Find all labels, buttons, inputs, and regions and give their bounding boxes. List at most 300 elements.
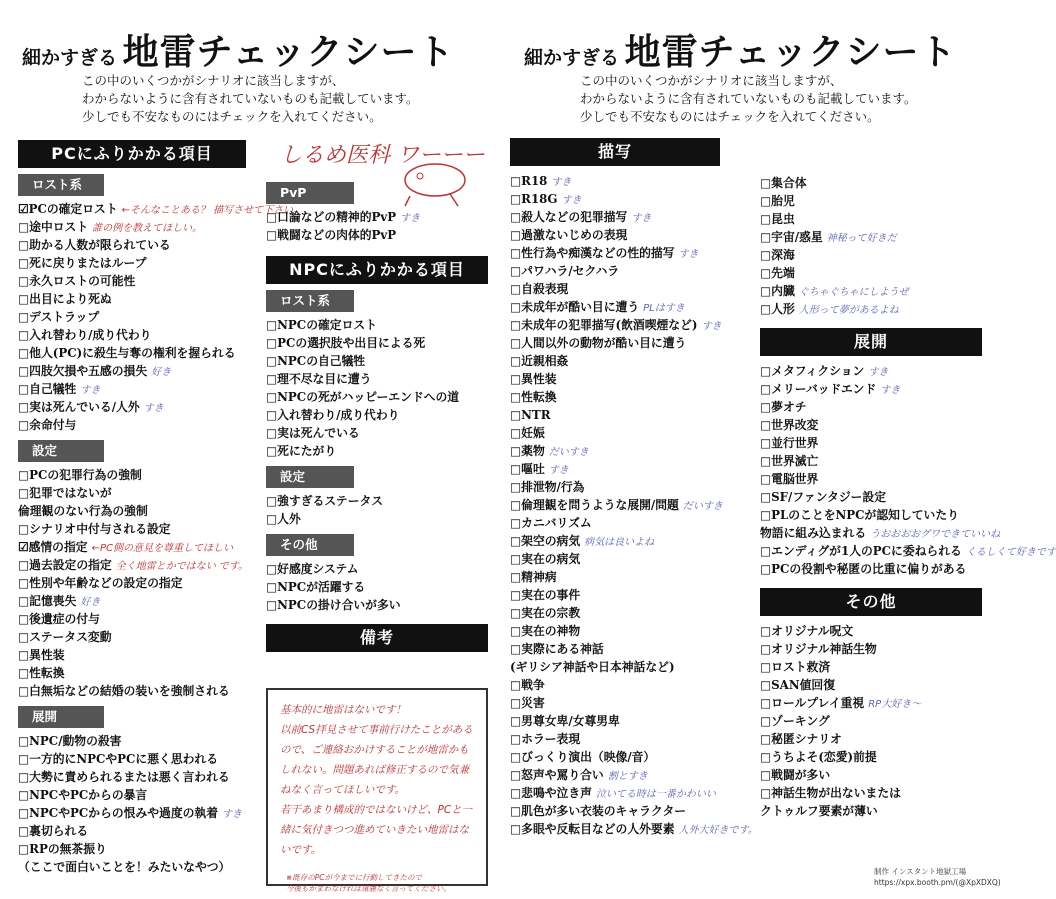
checklist-item[interactable] [760,434,982,452]
checklist-item-label: □怒声や罵り合い [510,768,604,782]
handwritten-note: 誰の例を教えてほしい。 [92,223,203,234]
checklist-item[interactable] [760,748,982,766]
depiction-header: 描写 [510,138,720,166]
checklist-item-label: □RPの無茶振り [18,842,107,856]
checklist-item[interactable] [18,308,246,326]
checklist-item-label: □ホラー表現 [510,732,581,746]
checklist-item-label: □排泄物/行為 [510,480,585,494]
checklist-item[interactable] [18,520,246,538]
handwritten-note: 人外大好きです。 [678,825,758,836]
handwritten-note: だいすき [548,447,589,458]
checklist-item-label: □オリジナル神話生物 [760,642,877,656]
checklist-item-label: □電脳世界 [760,472,819,486]
checklist-item-label: □人形 [760,302,795,316]
checklist-item-label: ☑感情の指定 [18,540,88,554]
checklist-item-label: □実在の宗教 [510,606,581,620]
checklist-item-label: □NPCの確定ロスト [266,318,377,332]
checklist-item[interactable] [18,646,246,664]
npc-lost-header: ロスト系 [266,290,354,312]
checklist-item-label: □NTR [510,408,551,422]
checklist-item-label: □びっくり演出（映像/音） [510,750,656,764]
checklist-item-label: □自己犠牲 [18,382,77,396]
checklist-item-label: □大勢に責められるまたは悪く言われる [18,770,230,784]
checklist-item[interactable] [760,398,982,416]
checklist-item[interactable] [510,766,720,784]
checklist-item-label: □永久ロストの可能性 [18,274,136,288]
checklist-item-label: □SF/ファンタジー設定 [760,490,887,504]
checklist-item[interactable] [510,820,758,838]
checklist-item[interactable] [266,424,488,442]
handwritten-note: 割とすき [607,771,648,782]
checklist-item-label: □シナリオ中付与される設定 [18,522,171,536]
checklist-item[interactable] [266,352,488,370]
checklist-item-label: □胎児 [760,194,795,208]
checklist-item-label: □R18G [510,192,558,206]
checklist-item-label: □倫理観を問うような展開/問題 [510,498,679,512]
handwritten-note: すき [880,385,901,396]
checklist-item[interactable] [760,470,982,488]
checklist-item[interactable] [18,840,246,858]
checklist-item[interactable] [510,460,720,478]
checklist-item-label: □裏切られる [18,824,89,838]
checklist-item[interactable] [510,586,720,604]
checklist-item[interactable] [266,316,488,334]
depiction-continued-list [760,174,982,318]
pc-lost-header: ロスト系 [18,174,104,196]
right-development-header: 展開 [760,328,982,356]
checklist-item-label: □並行世界 [760,436,819,450]
checklist-item[interactable] [510,568,720,586]
checklist-item[interactable] [510,712,720,730]
handwritten-note: すき [143,403,164,414]
checklist-item-label: □実在の事件 [510,588,581,602]
checklist-item-label: □強すぎるステータス [266,494,384,508]
npc-other-list [266,560,488,614]
checklist-item[interactable] [18,628,246,646]
handwritten-note: ←PC側の意見を尊重してほしい [91,543,233,554]
middle-column [266,176,488,652]
handwritten-note: 好き [151,367,172,378]
checklist-item[interactable] [760,730,982,748]
checklist-item-label: □助かる人数が限られている [18,238,171,252]
checklist-item-label: □パワハラ/セクハラ [510,264,620,278]
checklist-item-label: □妊娠 [510,426,545,440]
checklist-item[interactable] [266,510,488,528]
checklist-item-label: □世界滅亡 [760,454,819,468]
checklist-item-label: □実は死んでいる [266,426,360,440]
handwritten-note: 好き [80,597,101,608]
checklist-item-label: □デストラップ [18,310,100,324]
checklist-item-label: □エンディグが1人のPCに委ねられる [760,544,962,558]
checklist-item[interactable] [510,190,720,208]
checklist-item[interactable] [266,208,488,226]
checklist-item[interactable] [266,442,488,460]
left-intro: この中のいくつかがシナリオに該当しますが、 わからないように含有されていないものも記載しています。 少しでも不安なものにはチェックを入れてください。 [82,73,419,124]
checklist-item[interactable] [18,416,246,434]
checklist-item-label: 物語に組み込まれる [760,526,867,540]
checklist-item-label: □四肢欠損や五感の損失 [18,364,148,378]
checklist-item[interactable] [18,732,246,750]
checklist-item-label: □肌色が多い衣装のキャラクター [510,804,687,818]
checklist-item[interactable] [510,208,720,226]
checklist-item-label: □メリーバッドエンド [760,382,877,396]
checklist-item[interactable] [266,334,488,352]
checklist-item-label: □実際にある神話 [510,642,604,656]
checklist-item[interactable] [18,502,246,520]
checklist-item[interactable] [760,264,982,282]
checklist-item[interactable] [760,192,982,210]
checklist-item-label: □未成年が酷い目に遭う [510,300,640,314]
checklist-item[interactable] [510,280,720,298]
pc-development-list [18,732,246,876]
checklist-item-label: □過去設定の指定 [18,558,112,572]
checklist-item[interactable] [266,560,488,578]
checklist-item[interactable] [18,804,246,822]
checklist-item[interactable] [510,442,720,460]
checklist-item-label: □ロールプレイ重視 [760,696,865,710]
checklist-item[interactable] [760,506,982,524]
right-second-column [760,174,1056,820]
checklist-item-label: □宇宙/惑星 [760,230,823,244]
pc-lost-list [18,200,304,434]
checklist-item[interactable] [760,380,982,398]
checklist-item-label: □精神病 [510,570,557,584]
handwritten-note: すき [80,385,101,396]
checklist-item-label: □実は死んでいる/人外 [18,400,140,414]
checklist-item-label: □R18 [510,174,548,188]
checklist-item[interactable] [266,492,488,510]
checklist-item-label: □戦闘などの肉体的PvP [266,228,397,242]
handwritten-note: すき [868,367,889,378]
checklist-item-label: □過激ないじめの表現 [510,228,628,242]
pc-settings-list [18,466,249,700]
checklist-item-label: □秘匿シナリオ [760,732,842,746]
checklist-item[interactable] [18,200,304,218]
pvp-header: PvP [266,182,354,204]
handwritten-note: すき [631,213,652,224]
handwritten-note: PLはすき [643,303,685,314]
checklist-item-label: □NPCやPCからの暴言 [18,788,148,802]
checklist-item-label: □NPC/動物の殺害 [18,734,122,748]
checklist-item[interactable] [510,406,720,424]
checklist-item-label: □人間以外の動物が酷い目に遭う [510,336,687,350]
checklist-item[interactable] [510,532,720,550]
checklist-item[interactable] [18,592,246,610]
checklist-item-label: □災害 [510,696,545,710]
checklist-item[interactable] [510,622,720,640]
checklist-item[interactable] [510,604,720,622]
checklist-item[interactable] [18,556,249,574]
checklist-item[interactable] [266,406,488,424]
memo-box [266,688,488,893]
checklist-item[interactable] [510,226,720,244]
checklist-item-label: □オリジナル呪文 [760,624,854,638]
checklist-item[interactable] [510,388,720,406]
npc-settings-header: 設定 [266,466,354,488]
checklist-item[interactable] [760,560,982,578]
checklist-item[interactable] [18,344,246,362]
checklist-item-label: □多眼や反転目などの人外要素 [510,822,675,836]
checklist-item-label: □他人(PC)に殺生与奪の権利を握られる [18,346,236,360]
checklist-item[interactable] [760,694,982,712]
checklist-item-label: □夢オチ [760,400,807,414]
checklist-item[interactable] [18,380,246,398]
checklist-item[interactable] [510,298,720,316]
checklist-item[interactable] [760,766,982,784]
checklist-item-label: □昆虫 [760,212,795,226]
checklist-item-label: □NPCやPCからの恨みや過度の執着 [18,806,219,820]
checklist-item-label: (ギリシア神話や日本神話など) [510,660,675,674]
handwritten-note: すき [701,321,722,332]
checklist-item[interactable] [510,370,720,388]
checklist-item[interactable] [266,226,488,244]
checklist-item-label: □ステータス変動 [18,630,112,644]
checklist-item[interactable] [510,244,720,262]
checklist-item-label: □入れ替わり/成り代わり [266,408,400,422]
checklist-item-label: □PCの犯罪行為の強制 [18,468,142,482]
handwritten-note: 病気は良いよね [584,537,655,548]
checklist-item[interactable] [510,334,720,352]
checklist-item-label: □性別や年齢などの設定の指定 [18,576,183,590]
checklist-item[interactable] [266,578,488,596]
depiction-column [510,138,758,838]
checklist-item-label: □口論などの精神的PvP [266,210,397,224]
checklist-item[interactable] [18,398,246,416]
checklist-item-label: □途中ロスト [18,220,89,234]
npc-settings-list [266,492,488,528]
checklist-item[interactable] [760,416,982,434]
handwritten-note: ぐちゃぐちゃにしようぜ [798,287,909,298]
checklist-item-label: □世界改変 [760,418,819,432]
checklist-item[interactable] [18,538,246,556]
checklist-item-label: □未成年の犯罪描写(飲酒喫煙など) [510,318,698,332]
checklist-item-label: □ロスト救済 [760,660,831,674]
checklist-item[interactable] [760,542,1056,560]
right-intro: この中のいくつかがシナリオに該当しますが、 わからないように含有されていないものも記載しています。 少しでも不安なものにはチェックを入れてください。 [580,73,917,124]
handwritten-note: うおおおおグワできていいね [870,529,1001,540]
checklist-item[interactable] [18,254,246,272]
checklist-item[interactable] [510,640,720,658]
checklist-item[interactable] [510,784,720,802]
checklist-item-label: □白無垢などの結婚の装いを強制される [18,684,230,698]
checklist-item-label: □NPCの死がハッピーエンドへの道 [266,390,460,404]
checklist-item-label: □NPCの掛け合いが多い [266,598,401,612]
checklist-item[interactable] [510,550,720,568]
checklist-item[interactable] [266,388,488,406]
right-other-list [760,622,982,820]
checklist-item[interactable] [510,694,720,712]
handwritten-note: だいすき [682,501,723,512]
checklist-item-label: □嘔吐 [510,462,545,476]
checklist-item[interactable] [760,712,982,730]
checklist-item-label: □戦闘が多い [760,768,831,782]
handwritten-note: 人形って夢があるよね [798,305,899,316]
checklist-item-label: □自殺表現 [510,282,569,296]
checklist-item-label: □先端 [760,266,795,280]
right-sheet-title: 細かすぎる 地雷チェックシート [524,32,957,73]
checklist-item-label: 倫理観のない行為の強制 [18,504,148,518]
checklist-item[interactable] [18,768,246,786]
checklist-item[interactable] [18,858,246,876]
checklist-item-label: ☑PCの確定ロスト [18,202,118,216]
right-other-header: その他 [760,588,982,616]
checklist-item-label: □入れ替わり/成り代わり [18,328,152,342]
checklist-item[interactable] [18,822,246,840]
handwritten-note: すき [678,249,699,260]
checklist-item[interactable] [760,282,982,300]
checklist-item[interactable] [510,802,720,820]
checklist-item-label: □実在の神物 [510,624,581,638]
checklist-item-label: □性転換 [18,666,65,680]
checklist-item[interactable] [510,676,720,694]
checklist-item[interactable] [760,246,982,264]
checklist-item-label: □SAN値回復 [760,678,835,692]
checklist-item-label: □架空の病気 [510,534,581,548]
memo-text: 基本的に地雷はないです！ 以前CS拝見させて事前行けたことがあるので、ご連絡おかけすることが地雷かもしれない。問題あれば修正するので気兼ねなく言ってほしいです。 若干あまり構成的ではないけど、PCと一緒に気付きつつ進めていきたい地雷はないです。 [280,704,473,856]
checklist-item-label: □メタフィクション [760,364,865,378]
checklist-item-label: □理不尽な目に遭う [266,372,372,386]
checklist-item-label: □近親相姦 [510,354,569,368]
checklist-item[interactable] [18,290,246,308]
checklist-item[interactable] [510,748,720,766]
checklist-item-label: □うちよそ(恋愛)前提 [760,750,877,764]
checklist-item-label: □犯罪ではないが [18,486,112,500]
checklist-item-label: □殺人などの犯罪描写 [510,210,628,224]
checklist-item[interactable] [266,370,488,388]
checklist-item-label: □出目により死ぬ [18,292,112,306]
checklist-item-label: □異性装 [510,372,557,386]
checklist-item[interactable] [18,682,246,700]
checklist-item-label: □戦争 [510,678,545,692]
checklist-item-label: □PCの選択肢や出目による死 [266,336,426,350]
checklist-item-label: □集合体 [760,176,807,190]
checklist-item[interactable] [510,478,720,496]
checklist-item-label: □PCの役割や秘匿の比重に偏りがある [760,562,967,576]
right-development-list [760,362,1056,578]
memo-header: 備考 [266,624,488,652]
checklist-item-label: （ここで面白いことを！みたいなやつ） [18,860,231,874]
checklist-item-label: □内臓 [760,284,795,298]
checklist-item-label: □一方的にNPCやPCに悪く思われる [18,752,219,766]
npc-other-header: その他 [266,534,354,556]
checklist-item-label: □悲鳴や泣き声 [510,786,592,800]
checklist-item[interactable] [510,658,720,676]
handwritten-note: 全く地雷とかではない です。 [115,561,249,572]
checklist-item[interactable] [18,610,246,628]
checklist-item[interactable] [760,524,1001,542]
left-sheet-title: 細かすぎる 地雷チェックシート [22,32,455,73]
checklist-item[interactable] [18,664,246,682]
checklist-item-label: □死にたがり [266,444,337,458]
checklist-item[interactable] [266,596,488,614]
checklist-item-label: □性転換 [510,390,557,404]
checklist-item[interactable] [760,784,982,802]
checklist-item[interactable] [18,750,246,768]
checklist-item[interactable] [18,326,246,344]
checklist-item-label: □NPCが活躍する [266,580,366,594]
handwritten-note: RP大好き〜 [868,699,922,710]
checklist-item-label: □好感度システム [266,562,359,576]
handwritten-note: すき [222,809,243,820]
handwritten-note: すき [548,465,569,476]
checklist-item[interactable] [760,452,982,470]
checklist-item[interactable] [760,640,982,658]
handwritten-note: ←そんなことある？ 描写させて下さい。 [121,205,304,216]
checklist-item[interactable] [510,424,720,442]
checklist-item[interactable] [760,210,982,228]
depiction-list [510,172,758,838]
handwritten-note: すき [561,195,582,206]
checklist-item-label: □異性装 [18,648,65,662]
pc-development-header: 展開 [18,706,104,728]
checklist-item-label: □NPCの自己犠牲 [266,354,366,368]
checklist-item-label: □神話生物が出ないまたは [760,786,901,800]
checklist-item[interactable] [510,730,720,748]
checklist-item-label: □死に戻りまたはループ [18,256,147,270]
checklist-item[interactable] [18,574,246,592]
checklist-item[interactable] [760,488,982,506]
pvp-list [266,208,488,244]
checklist-item[interactable] [18,362,246,380]
checklist-item[interactable] [18,272,246,290]
handwritten-note: すき [551,177,572,188]
memo-footnote: ※既存のPCが今までに行動してきたので 今後もかまわなければ遠慮なく言ってください。 [286,873,451,893]
checklist-item-label: □記憶喪失 [18,594,77,608]
checklist-item[interactable] [760,300,982,318]
handwritten-note: 神秘って好きだ [826,233,897,244]
npc-lost-list [266,316,488,460]
checklist-item-label: □男尊女卑/女尊男卑 [510,714,620,728]
checklist-item[interactable] [760,362,982,380]
pc-section-header: PCにふりかかる項目 [18,140,246,168]
checklist-item-label: □実在の病気 [510,552,581,566]
credit-text: 制作 インスタント地獄工場 https://xpx.booth.pm/(@XpXDXQ) [874,867,1001,887]
checklist-item[interactable] [18,484,246,502]
checklist-item[interactable] [760,802,982,820]
checklist-item[interactable] [18,236,246,254]
checklist-item-label: □人外 [266,512,301,526]
checklist-item-label: □カニバリズム [510,516,592,530]
checklist-item[interactable] [760,174,982,192]
checklist-item-label: □性行為や痴漢などの性的描写 [510,246,675,260]
checklist-item[interactable] [510,262,720,280]
checklist-item[interactable] [760,228,982,246]
checklist-item[interactable] [760,676,982,694]
checklist-item-label: □PLのことをNPCが認知していたり [760,508,959,522]
checklist-item-label: □後遺症の付与 [18,612,100,626]
checklist-item[interactable] [510,352,720,370]
handwritten-note: 泣いてる時は一番かわいい [595,789,716,800]
handwritten-note: くるしくて好きです [965,547,1056,558]
doodle-sketch: しるめ医科 ワーーー [280,138,500,208]
checklist-item-label: □深海 [760,248,795,262]
checklist-item[interactable] [18,786,246,804]
checklist-item-label: □余命付与 [18,418,77,432]
checklist-item[interactable] [760,658,982,676]
checklist-item[interactable] [18,218,246,236]
checklist-item-label: □ゾーキング [760,714,830,728]
checklist-item[interactable] [510,514,720,532]
checklist-item-label: クトゥルフ要素が薄い [760,804,878,818]
checklist-item[interactable] [18,466,246,484]
checklist-item[interactable] [510,496,723,514]
handwritten-note: すき [400,213,421,224]
npc-section-header: NPCにふりかかる項目 [266,256,488,284]
pc-settings-header: 設定 [18,440,104,462]
checklist-item[interactable] [510,172,720,190]
checklist-item[interactable] [760,622,982,640]
checklist-item[interactable] [510,316,720,334]
